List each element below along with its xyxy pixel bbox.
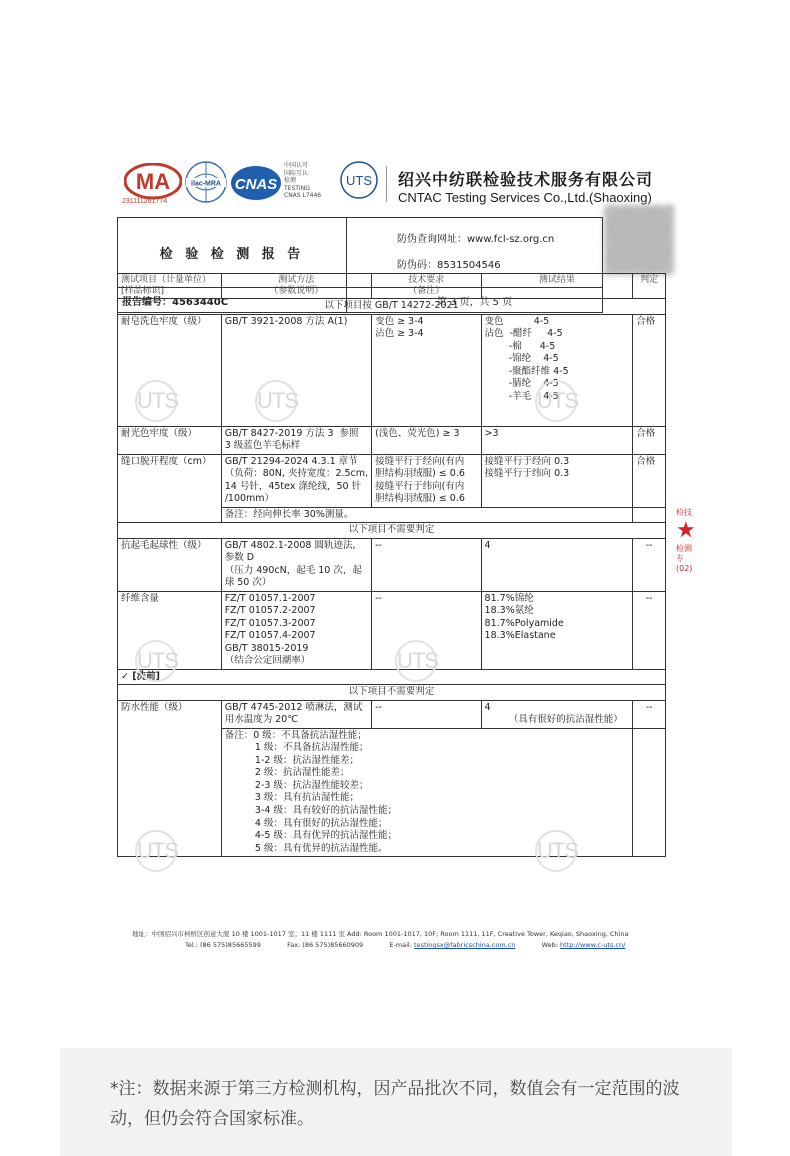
cell-item: 缝口脱开程度（cm）	[118, 454, 222, 523]
cell-verdict: 合格	[633, 454, 666, 507]
data-source-note: *注：数据来源于第三方检测机构，因产品批次不同，数值会有一定范围的波动，但仍会符合国家标准。	[110, 1079, 680, 1129]
ilac-logo-text: ilac-MRA	[191, 180, 221, 188]
report-title: 检 验 检 测 报 告	[118, 218, 347, 288]
cell-result: 4 （具有很好的抗沾湿性能）	[481, 700, 633, 728]
table-row	[118, 538, 666, 591]
watermark-icon: UTS	[135, 640, 177, 682]
cma-logo	[124, 163, 182, 203]
watermark-icon: UTS	[135, 830, 177, 872]
ma-cert-number: 231111261774	[122, 198, 168, 205]
watermark-icon: UTS	[535, 380, 577, 422]
footer-email-label: E-mail:	[389, 941, 412, 949]
stamp-star-icon: ★	[676, 518, 696, 543]
cell-method: GB/T 8427-2019 方法 3 参照 3 级蓝色羊毛标样	[221, 426, 371, 454]
page-indicator: 第 3 页，共 5 页	[347, 288, 603, 313]
table-row	[118, 591, 666, 669]
cell-empty	[633, 507, 666, 523]
cnas-line-4: TESTING	[284, 184, 310, 192]
cnas-line-3: 检测	[284, 177, 297, 184]
table-row	[118, 700, 666, 728]
cnas-logo-text: CNAS	[234, 176, 278, 193]
footer-email-link[interactable]: testingsx@fabricschina.com.cn	[414, 941, 516, 949]
footer-contacts	[185, 941, 625, 949]
anti-fake-site: 防伪查询网址：www.fcl-sz.org.cn	[397, 234, 555, 245]
cell-method: GB/T 4802.1-2008 圆轨迹法, 参数 D （压力 490cN，起毛 10 次，起 球 50 次）	[221, 538, 371, 591]
cell-result: 4	[481, 538, 633, 591]
cell-item: 耐皂洗色牢度（级）	[118, 314, 222, 426]
cell-verdict: 合格	[633, 314, 666, 426]
cell-requirement: --	[372, 700, 481, 728]
footer-web-link[interactable]: http://www.c-uts.cn/	[560, 941, 626, 949]
company-name-en: CNTAC Testing Services Co.,Ltd.(Shaoxing)	[398, 190, 652, 205]
cell-result: 接缝平行于经向 0.3 接缝平行于纬向 0.3	[481, 454, 633, 507]
cell-requirement: --	[372, 591, 481, 669]
watermark-icon: UTS	[395, 640, 437, 682]
test-results-table	[117, 273, 666, 857]
cell-item: 纤维含量	[118, 591, 222, 669]
cnas-line-5: CNAS L7446	[284, 192, 322, 199]
cell-note: 备注：经向伸长率 30%测量。	[221, 507, 633, 523]
section-row	[118, 299, 666, 315]
stamp-line-4: (02)	[676, 564, 693, 573]
col-header-verdict: 判定	[633, 274, 666, 299]
cnas-line-1: 中国认可	[284, 162, 309, 169]
cell-verdict: --	[633, 538, 666, 591]
table-row	[118, 454, 666, 507]
cell-empty	[633, 728, 666, 857]
section-title: 以下项目不需要判定	[118, 685, 666, 701]
ma-logo-text: MA	[135, 169, 171, 194]
cell-item: 防水性能（级）	[118, 700, 222, 857]
footer-address: 地址：中国绍兴市柯桥区创意大厦 10 楼 1001-1017 室；11 楼 1111 室 Add: Room 1001-1017, 10F; Room 1111, 11F, Creative Tower, Keqiao, Shaoxing, China	[132, 930, 629, 938]
cell-requirement: --	[372, 538, 481, 591]
cell-result: 81.7%锦纶 18.3%氨纶 81.7%Polyamide 18.3%Elastane	[481, 591, 633, 669]
cell-verdict: 合格	[633, 426, 666, 454]
cell-requirement: 接缝平行于经向(有内 胆结构羽绒服) ≤ 0.6 接缝平行于纬向(有内 胆结构羽绒服) ≤ 0.6	[372, 454, 481, 507]
section-row	[118, 523, 666, 539]
cell-method: GB/T 4745-2012 喷淋法，测试 用水温度为 20℃	[221, 700, 371, 728]
wash-label: ✓ [洗前]	[118, 669, 666, 685]
watermark-icon: UTS	[535, 830, 577, 872]
header-divider	[386, 166, 387, 202]
cell-verdict: --	[633, 700, 666, 728]
cell-result: 变色 4-5 沾色 -醋纤 4-5 -棉 4-5 -锦纶 4-5 -聚酯纤维 4-5 -腈纶 4-5 -羊毛 4-5	[481, 314, 633, 426]
official-stamp	[676, 508, 698, 592]
cnas-line-2: 国际互认	[284, 169, 309, 177]
cell-item: 抗起毛起球性（级）	[118, 538, 222, 591]
col-header-result: 测试结果	[481, 274, 633, 299]
report-number: 报告编号：4563440C	[118, 288, 347, 313]
cnas-logo	[230, 164, 282, 202]
footer-web-label: Web:	[541, 941, 558, 949]
sample-label-row	[118, 669, 666, 685]
cell-method: FZ/T 01057.1-2007 FZ/T 01057.2-2007 FZ/T 01057.3-2007 FZ/T 01057.4-2007 GB/T 38015-2019 （结合公定回潮率）	[221, 591, 371, 669]
qr-code-blurred	[604, 205, 674, 275]
cell-requirement: (浅色、荧光色) ≥ 3	[372, 426, 481, 454]
uts-logo-text: UTS	[346, 173, 372, 188]
watermark-icon: UTS	[255, 380, 297, 422]
cnas-accreditation-text	[284, 162, 324, 200]
col-header-item: 测试项目（计量单位） [样品标识]	[118, 274, 222, 299]
anti-fake-code: 防伪码：8531504546	[397, 260, 501, 271]
cell-method: GB/T 21294-2024 4.3.1 章节 （负荷：80N, 夹持宽度：2.5cm, 14 号针，45tex 涤纶线，50 针 /100mm）	[221, 454, 371, 507]
ilac-mra-logo	[184, 160, 228, 204]
table-header-row	[118, 274, 666, 299]
col-header-requirement: 技术要求 （备注）	[372, 274, 481, 299]
section-row	[118, 685, 666, 701]
cell-note: 备注：0 级：不具备抗沾湿性能； 1 级：不具备抗沾湿性能； 1-2 级：抗沾湿性能差； 2 级：抗沾湿性能差； 2-3 级：抗沾湿性能较差； 3 级：具有抗沾湿性能； 3-4 级：具有较好的抗沾湿性能； 4 级：具有很好的抗沾湿性能； 4-5 级：具有优异的抗沾湿性能； 5 级：具有优异的抗沾湿性能。	[221, 728, 633, 857]
table-row	[118, 426, 666, 454]
section-title: 以下项目不需要判定	[118, 523, 666, 539]
stamp-line-1: 检技	[676, 508, 692, 517]
section-title: 以下项目按 GB/T 14272-2021	[118, 299, 666, 315]
cell-verdict: --	[633, 591, 666, 669]
footer-tel: Tel.: (86 575)85665599	[185, 941, 261, 949]
table-row	[118, 314, 666, 426]
cell-requirement: 变色 ≥ 3-4 沾色 ≥ 3-4	[372, 314, 481, 426]
footer-fax: Fax: (86 575)85660909	[287, 941, 364, 949]
company-name-cn: 绍兴中纺联检验技术服务有限公司	[398, 170, 654, 189]
watermark-icon: UTS	[135, 380, 177, 422]
cell-result: >3	[481, 426, 633, 454]
cell-method: GB/T 3921-2008 方法 A(1)	[221, 314, 371, 426]
uts-logo	[339, 160, 379, 204]
cell-item: 耐光色牢度（级）	[118, 426, 222, 454]
col-header-method: 测试方法 （参数说明）	[221, 274, 371, 299]
stamp-line-3: 检测专	[676, 544, 692, 563]
